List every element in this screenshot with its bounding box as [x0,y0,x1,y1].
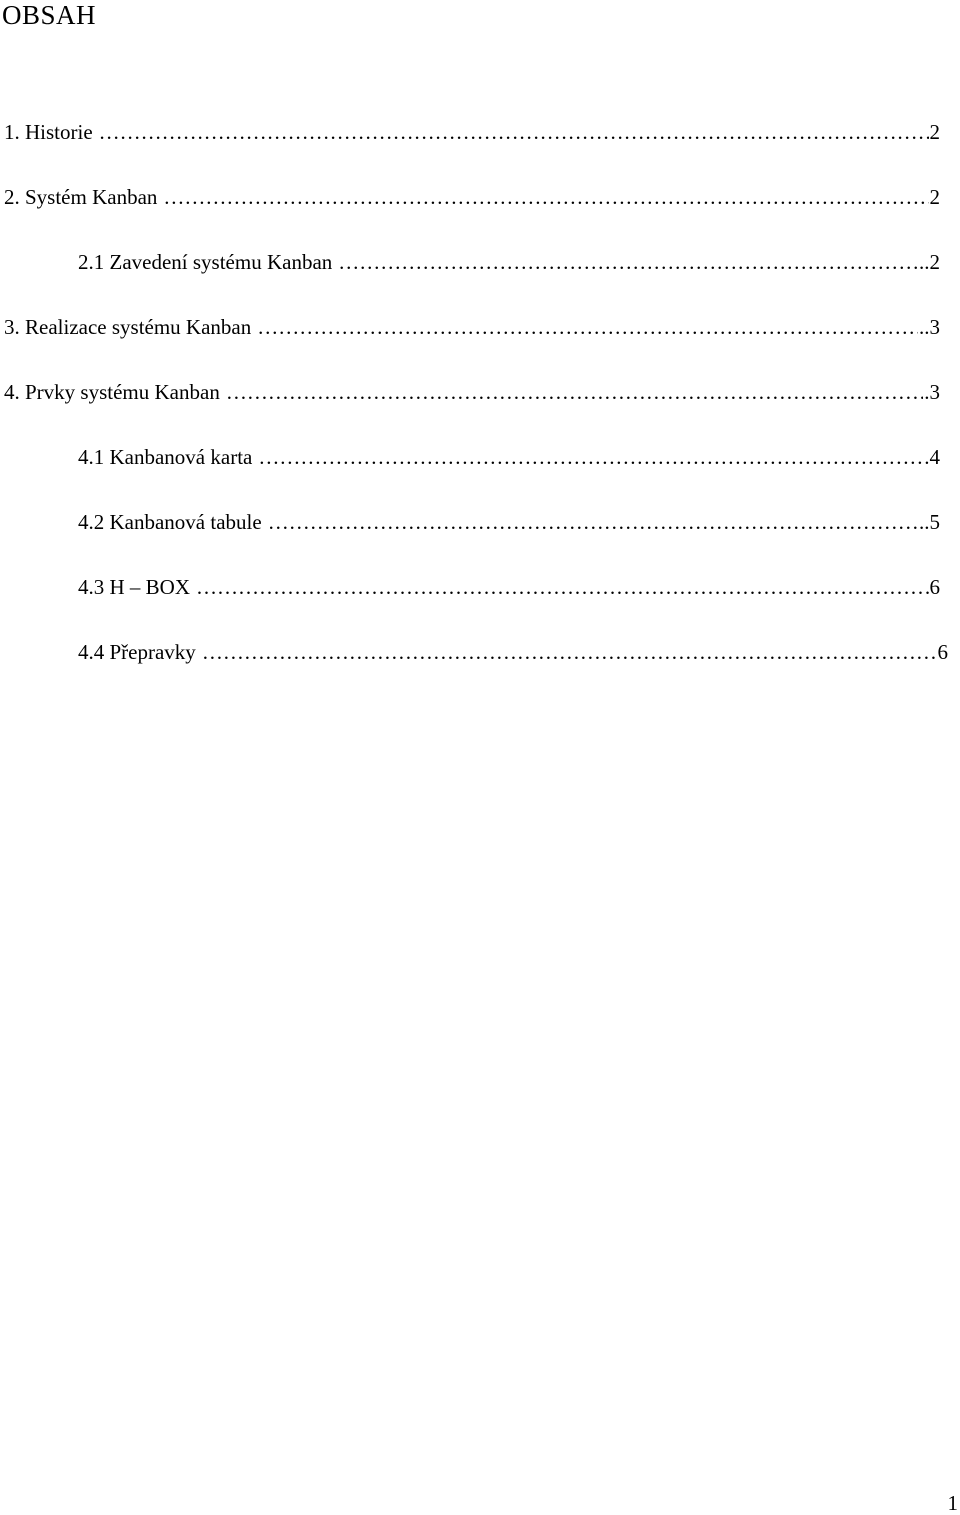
toc-entry-page: 4 [929,445,940,469]
toc-dot-leader [202,640,937,664]
toc-entry [78,445,940,469]
toc-entry-label: 2. Systém Kanban [4,185,158,209]
toc-dot-leader [163,185,928,209]
toc-entry-page: .3 [924,380,940,404]
toc-entry-page: ..3 [919,315,940,339]
toc-entry-label: 3. Realizace systému Kanban [4,315,252,339]
toc-dot-leader [338,250,918,274]
page-title: OBSAH [2,0,97,30]
toc-entry-page: 2 [929,185,940,209]
toc-entry-page: ..5 [919,510,940,534]
toc-entry-page: 2 [929,120,940,144]
toc-entry-page: ..2 [919,250,940,274]
table-of-contents [0,0,960,700]
toc-dot-leader [99,120,929,144]
toc-entry-label: 4.2 Kanbanová tabule [78,510,262,534]
toc-entry-label: 4.1 Kanbanová karta [78,445,253,469]
toc-entry [78,640,948,664]
toc-dot-leader [226,380,923,404]
toc-dot-leader [258,445,928,469]
toc-dot-leader [268,510,918,534]
toc-entry-label: 4.4 Přepravky [78,640,196,664]
toc-dot-leader [257,315,918,339]
toc-entry-label: 2.1 Zavedení systému Kanban [78,250,333,274]
toc-dot-leader [196,575,928,599]
toc-entry [78,510,940,534]
toc-entry [4,380,940,404]
toc-entry [78,250,940,274]
toc-entry [4,315,940,339]
toc-entry-label: 1. Historie [4,120,93,144]
toc-entry-page: 6 [929,575,940,599]
toc-entry [78,575,940,599]
toc-entry [4,120,940,144]
page-number: 1 [947,1491,958,1515]
toc-entry [4,185,940,209]
toc-entry-page: 6 [937,640,948,664]
toc-entry-label: 4. Prvky systému Kanban [4,380,220,404]
toc-entry-label: 4.3 H – BOX [78,575,191,599]
